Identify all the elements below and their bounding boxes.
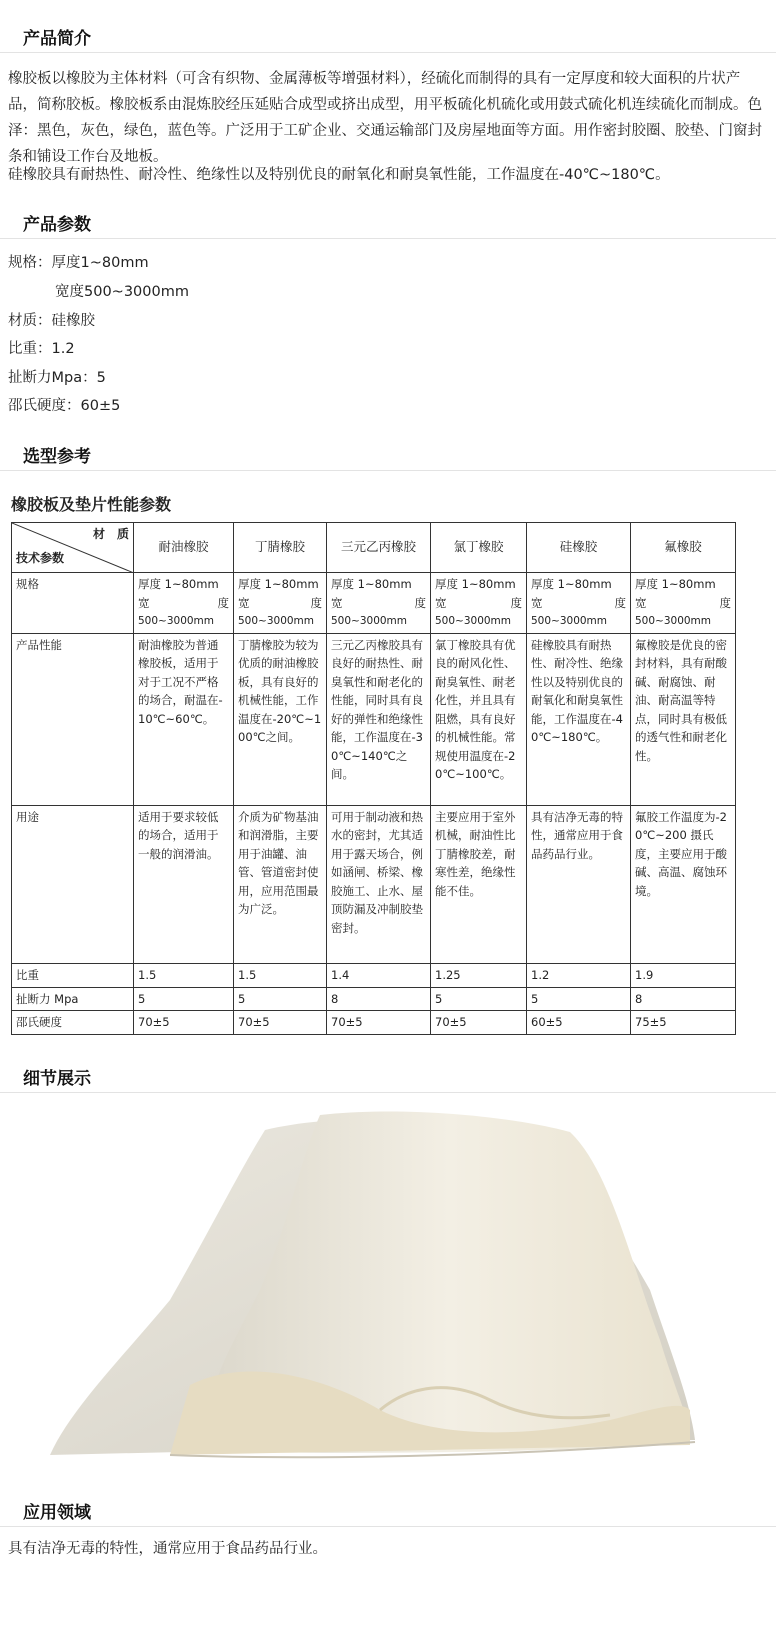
- spec-thickness-text: 厚度 1~80mm: [635, 577, 716, 591]
- row-label: 产品性能: [12, 633, 134, 805]
- hardness-cell: 70±5: [234, 1011, 327, 1035]
- application-text: 具有洁净无毒的特性，通常应用于食品药品行业。: [8, 1541, 327, 1557]
- section-header-intro: [0, 18, 776, 53]
- spec-width-label: [138, 594, 229, 613]
- use-cell: 具有洁净无毒的特性，通常应用于食品药品行业。: [527, 805, 631, 963]
- spec-width-char: 度: [719, 595, 731, 610]
- spec-width-value: 500~3000mm: [531, 615, 608, 627]
- gravity-cell: 1.25: [431, 963, 527, 987]
- spec-thickness-text: 厚度 1~80mm: [531, 577, 612, 591]
- spec-width-label: [238, 594, 322, 613]
- gravity-cell: 1.5: [134, 963, 234, 987]
- use-cell: 适用于要求较低的场合，适用于一般的润滑油。: [134, 805, 234, 963]
- section-title-params: 产品参数: [23, 215, 91, 235]
- intro-paragraph-2: 硅橡胶具有耐热性、耐冷性、绝缘性以及特别优良的耐氧化和耐臭氧性能，工作温度在-40℃~180℃。: [8, 167, 670, 183]
- spec-cell: [234, 573, 327, 634]
- performance-cell: 氟橡胶是优良的密封材料，具有耐酸碱、耐腐蚀、耐油、耐高温等特点，同时具有极低的透气性和耐老化性。: [631, 633, 736, 805]
- section-title-details: 细节展示: [23, 1069, 91, 1089]
- gravity-cell: 1.9: [631, 963, 736, 987]
- table-row-gravity: [12, 963, 736, 987]
- table-row-spec: [12, 573, 736, 634]
- tensile-cell: 5: [234, 987, 327, 1011]
- column-header: 氯丁橡胶: [431, 523, 527, 573]
- row-label: 邵氏硬度: [12, 1011, 134, 1035]
- spec-width-char: 度: [414, 595, 426, 610]
- column-header: 氟橡胶: [631, 523, 736, 573]
- spec-width-value: 500~3000mm: [138, 615, 215, 627]
- performance-cell: 硅橡胶具有耐热性、耐冷性、绝缘性以及特别优良的耐氧化和耐臭氧性能，工作温度在-40℃~180℃。: [527, 633, 631, 805]
- spec-thickness-text: 厚度 1~80mm: [138, 577, 219, 591]
- spec-width-char: 度: [614, 595, 626, 610]
- spec-cell: [327, 573, 431, 634]
- section-header-details: [0, 1058, 776, 1093]
- section-header-params: [0, 204, 776, 239]
- use-cell: 可用于制动液和热水的密封，尤其适用于露天场合，例如涵闸、桥梁、橡胶施工、止水、屋顶防漏及冲制胶垫密封。: [327, 805, 431, 963]
- param-spec-thickness: 规格：厚度1~80mm: [8, 255, 149, 271]
- intro-paragraph-1: 橡胶板以橡胶为主体材料（可含有织物、金属薄板等增强材料），经硫化而制得的具有一定厚度和较大面积的片状产品，简称胶板。橡胶板系由混炼胶经压延贴合成型或挤出成型，用平板硫化机硫化或用鼓式硫化机连续硫化而制成。色泽：黑色，灰色，绿色，蓝色等。广泛用于工矿企业、交通运输部门及房屋地面等方面。用作密封胶圈、胶垫、门窗封条和铺设工作台及地板。: [8, 71, 762, 165]
- section-title-intro: 产品简介: [23, 29, 91, 49]
- table-header-row: [12, 523, 736, 573]
- spec-cell: [431, 573, 527, 634]
- gravity-cell: 1.2: [527, 963, 631, 987]
- spec-cell: [527, 573, 631, 634]
- tensile-cell: 8: [327, 987, 431, 1011]
- table-row-hardness: [12, 1011, 736, 1035]
- spec-width-value: 500~3000mm: [238, 615, 315, 627]
- spec-cell: [134, 573, 234, 634]
- silicone-sheet-photo: [50, 1110, 700, 1470]
- spec-width-value: 500~3000mm: [635, 615, 712, 627]
- spec-thickness-text: 厚度 1~80mm: [238, 577, 319, 591]
- spec-width-char: 度: [310, 595, 322, 610]
- table-row-tensile: [12, 987, 736, 1011]
- param-material: 材质：硅橡胶: [8, 313, 95, 329]
- hardness-cell: 75±5: [631, 1011, 736, 1035]
- param-hardness: 邵氏硬度：60±5: [8, 398, 121, 414]
- column-header: 三元乙丙橡胶: [327, 523, 431, 573]
- performance-cell: 氯丁橡胶具有优良的耐风化性、耐臭氧性、耐老化性，并且具有阻燃，具有良好的机械性能。常规使用温度在-20℃~100℃。: [431, 633, 527, 805]
- use-cell: 氟胶工作温度为-20℃~200 摄氏度，主要应用于酸碱、高温、腐蚀环境。: [631, 805, 736, 963]
- gravity-cell: 1.4: [327, 963, 431, 987]
- spec-width-label: [531, 594, 626, 613]
- column-header: 硅橡胶: [527, 523, 631, 573]
- param-gravity: 比重：1.2: [8, 341, 75, 357]
- row-label: 比重: [12, 963, 134, 987]
- corner-label-params: 技术参数: [16, 550, 65, 565]
- spec-width-char: 度: [510, 595, 522, 610]
- tensile-cell: 5: [527, 987, 631, 1011]
- spec-width-value: 500~3000mm: [435, 615, 512, 627]
- spec-width-char: 宽: [331, 595, 343, 610]
- hardness-cell: 60±5: [527, 1011, 631, 1035]
- spec-width-char: 宽: [238, 595, 250, 610]
- section-header-application: [0, 1492, 776, 1527]
- row-label: 用途: [12, 805, 134, 963]
- spec-width-char: 度: [217, 595, 229, 610]
- use-cell: 介质为矿物基油和润滑脂，主要用于油罐、油管、管道密封使用，应用范围最为广泛。: [234, 805, 327, 963]
- section-title-application: 应用领域: [23, 1503, 91, 1523]
- section-header-selection: [0, 436, 776, 471]
- table-title: 橡胶板及垫片性能参数: [11, 495, 172, 514]
- performance-cell: 耐油橡胶为普通橡胶板，适用于对于工况不严格的场合，耐温在-10℃~60℃。: [134, 633, 234, 805]
- spec-width-label: [635, 594, 731, 613]
- performance-cell: 丁腈橡胶为较为优质的耐油橡胶板，具有良好的机械性能，工作温度在-20℃~100℃之间。: [234, 633, 327, 805]
- use-cell: 主要应用于室外机械，耐油性比丁腈橡胶差，耐寒性差，绝缘性能不佳。: [431, 805, 527, 963]
- column-header: 耐油橡胶: [134, 523, 234, 573]
- spec-thickness-text: 厚度 1~80mm: [435, 577, 516, 591]
- hardness-cell: 70±5: [431, 1011, 527, 1035]
- spec-cell: [631, 573, 736, 634]
- gravity-cell: 1.5: [234, 963, 327, 987]
- param-tensile: 扯断力Mpa：5: [8, 370, 106, 386]
- tensile-cell: 8: [631, 987, 736, 1011]
- table-row-use: [12, 805, 736, 963]
- table-corner-cell: [12, 523, 134, 573]
- column-header: 丁腈橡胶: [234, 523, 327, 573]
- tensile-cell: 5: [134, 987, 234, 1011]
- hardness-cell: 70±5: [327, 1011, 431, 1035]
- param-spec-width: 宽度500~3000mm: [55, 284, 189, 300]
- spec-width-label: [435, 594, 522, 613]
- spec-width-label: [331, 594, 426, 613]
- spec-width-char: 宽: [635, 595, 647, 610]
- hardness-cell: 70±5: [134, 1011, 234, 1035]
- section-title-selection: 选型参考: [23, 447, 91, 467]
- spec-width-char: 宽: [138, 595, 150, 610]
- spec-width-value: 500~3000mm: [331, 615, 408, 627]
- corner-label-material: 材 质: [92, 527, 129, 541]
- table-row-performance: [12, 633, 736, 805]
- performance-table: [11, 522, 736, 1035]
- spec-width-char: 宽: [531, 595, 543, 610]
- spec-thickness-text: 厚度 1~80mm: [331, 577, 412, 591]
- performance-cell: 三元乙丙橡胶具有良好的耐热性、耐臭氧性和耐老化的性能，同时具有良好的弹性和绝缘性能，工作温度在-30℃~140℃之间。: [327, 633, 431, 805]
- tensile-cell: 5: [431, 987, 527, 1011]
- row-label: 扯断力 Mpa: [12, 987, 134, 1011]
- spec-width-char: 宽: [435, 595, 447, 610]
- row-label: 规格: [12, 573, 134, 634]
